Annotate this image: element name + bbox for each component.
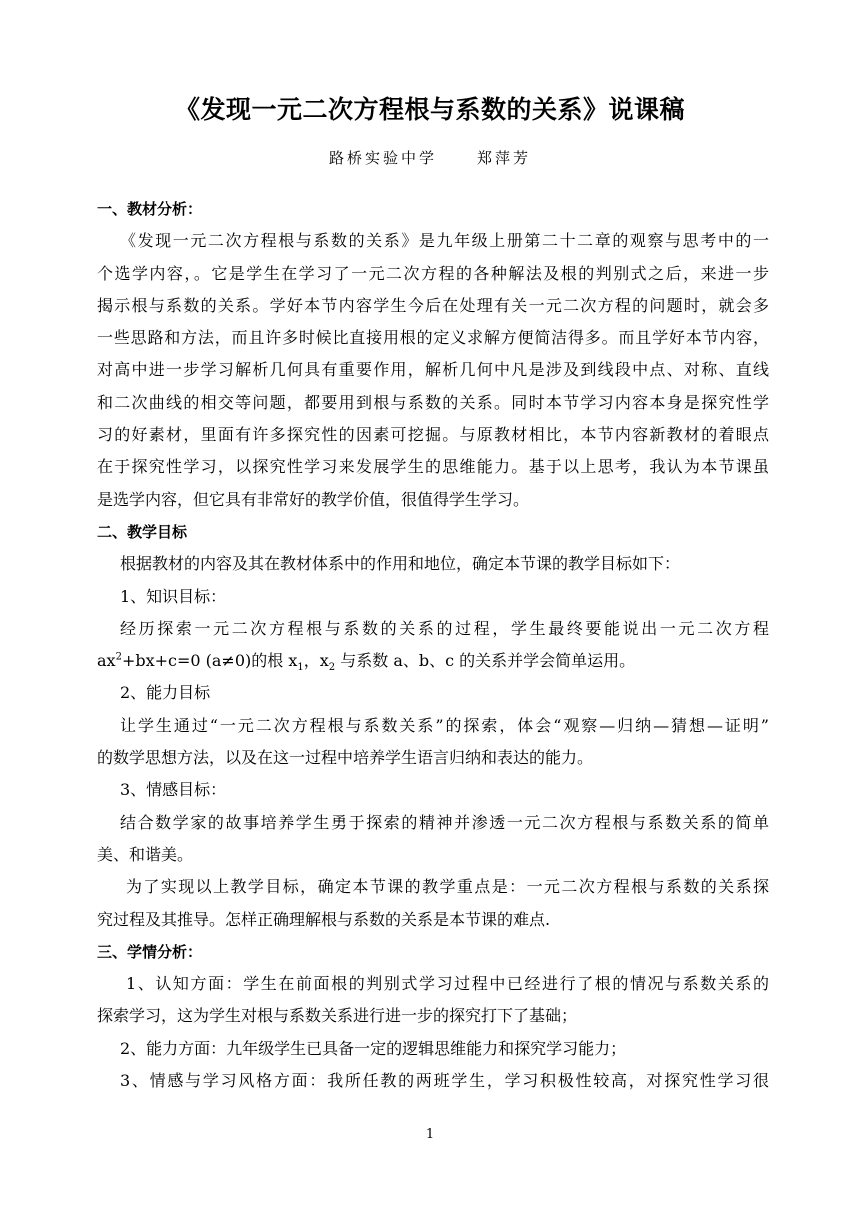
section-heading-learner-analysis: 三、学情分析： [97, 942, 203, 961]
learner-analysis-line: 1、认知方面：学生在前面根的判别式学习过程中已经进行了根的情况与系数关系的 [126, 974, 769, 994]
ability-goal-line: 让学生通过“一元二次方程根与系数关系”的探索，体会“观察—归纳—猜想—证明” [120, 715, 769, 735]
paragraph-line: 习的好素材，里面有许多探究性的因素可挖掘。与原教材相比，本节内容新教材的着眼点 [97, 425, 769, 445]
emotion-goal-line: 结合数学家的故事培养学生勇于探索的精神并渗透一元二次方程根与系数关系的简单 [120, 812, 769, 832]
ability-goal-line: 的数学思想方法，以及在这一过程中培养学生语言归纳和表达的能力。 [97, 748, 594, 768]
paragraph-line: 《发现一元二次方程根与系数的关系》是九年级上册第二十二章的观察与思考中的一 [120, 231, 769, 251]
author-school: 路桥实验中学 [328, 149, 437, 167]
paragraph-line: 一些思路和方法，而且许多时候比直接用根的定义求解方便简洁得多。而且学好本节内容， [97, 328, 769, 348]
knowledge-goal-title: 1、知识目标： [120, 586, 227, 606]
emotion-goal-line: 美、和谐美。 [97, 844, 194, 864]
emotion-goal-title: 3、情感目标： [120, 780, 227, 800]
page-number: 1 [425, 1127, 435, 1142]
learner-analysis-line: 2、能力方面：九年级学生已具备一定的逻辑思维能力和探究学习能力； [120, 1038, 627, 1058]
document-body [97, 193, 769, 1097]
paragraph-line: 是选学内容，但它具有非常好的教学价值，很值得学生学习。 [97, 489, 530, 509]
ability-goal-title: 2、能力目标 [120, 683, 211, 703]
author-line [0, 146, 860, 170]
knowledge-goal-formula-line: $ax^2+bx+c=0$ (a≠0)的根 $x_1$，$x_2$ 与系数 a、b、c 的关系并学会简单运用。 [97, 651, 636, 674]
paragraph-line: 对高中进一步学习解析几何具有重要作用，解析几何中凡是涉及到线段中点、对称、直线 [97, 360, 769, 380]
goals-intro: 根据教材的内容及其在教材体系中的作用和地位，确定本节课的教学目标如下： [120, 554, 681, 574]
document-title: 《发现一元二次方程根与系数的关系》说课稿 [174, 95, 685, 124]
section-heading-teaching-goals: 二、教学目标 [97, 522, 188, 541]
paragraph-line: 个选学内容，。它是学生在学习了一元二次方程的各种解法及根的判别式之后，来进一步 [97, 263, 769, 283]
paragraph-line: 揭示根与系数的关系。学好本节内容学生今后在处理有关一元二次方程的问题时，就会多 [97, 295, 769, 315]
paragraph-line: 在于探究性学习，以探究性学习来发展学生的思维能力。基于以上思考，我认为本节课虽 [97, 457, 769, 477]
teaching-focus-line: 为了实现以上教学目标，确定本节课的教学重点是：一元二次方程根与系数的关系探 [126, 877, 769, 897]
section-heading-textbook-analysis: 一、教材分析： [97, 200, 203, 218]
paragraph-line: 和二次曲线的相交等问题，都要用到根与系数的关系。同时本节学习内容本身是探究性学 [97, 392, 769, 412]
learner-analysis-line: 探索学习，这为学生对根与系数关系进行进一步的探究打下了基础； [97, 1006, 578, 1026]
learner-analysis-line: 3、情感与学习风格方面：我所任教的两班学生，学习积极性较高，对探究性学习很 [120, 1071, 769, 1091]
teaching-focus-line: 究过程及其推导。怎样正确理解根与系数的关系是本节课的难点. [97, 909, 551, 929]
knowledge-goal-line: 经历探索一元二次方程根与系数的关系的过程，学生最终要能说出一元二次方程 [120, 618, 769, 638]
author-name: 郑萍芳 [477, 149, 532, 167]
